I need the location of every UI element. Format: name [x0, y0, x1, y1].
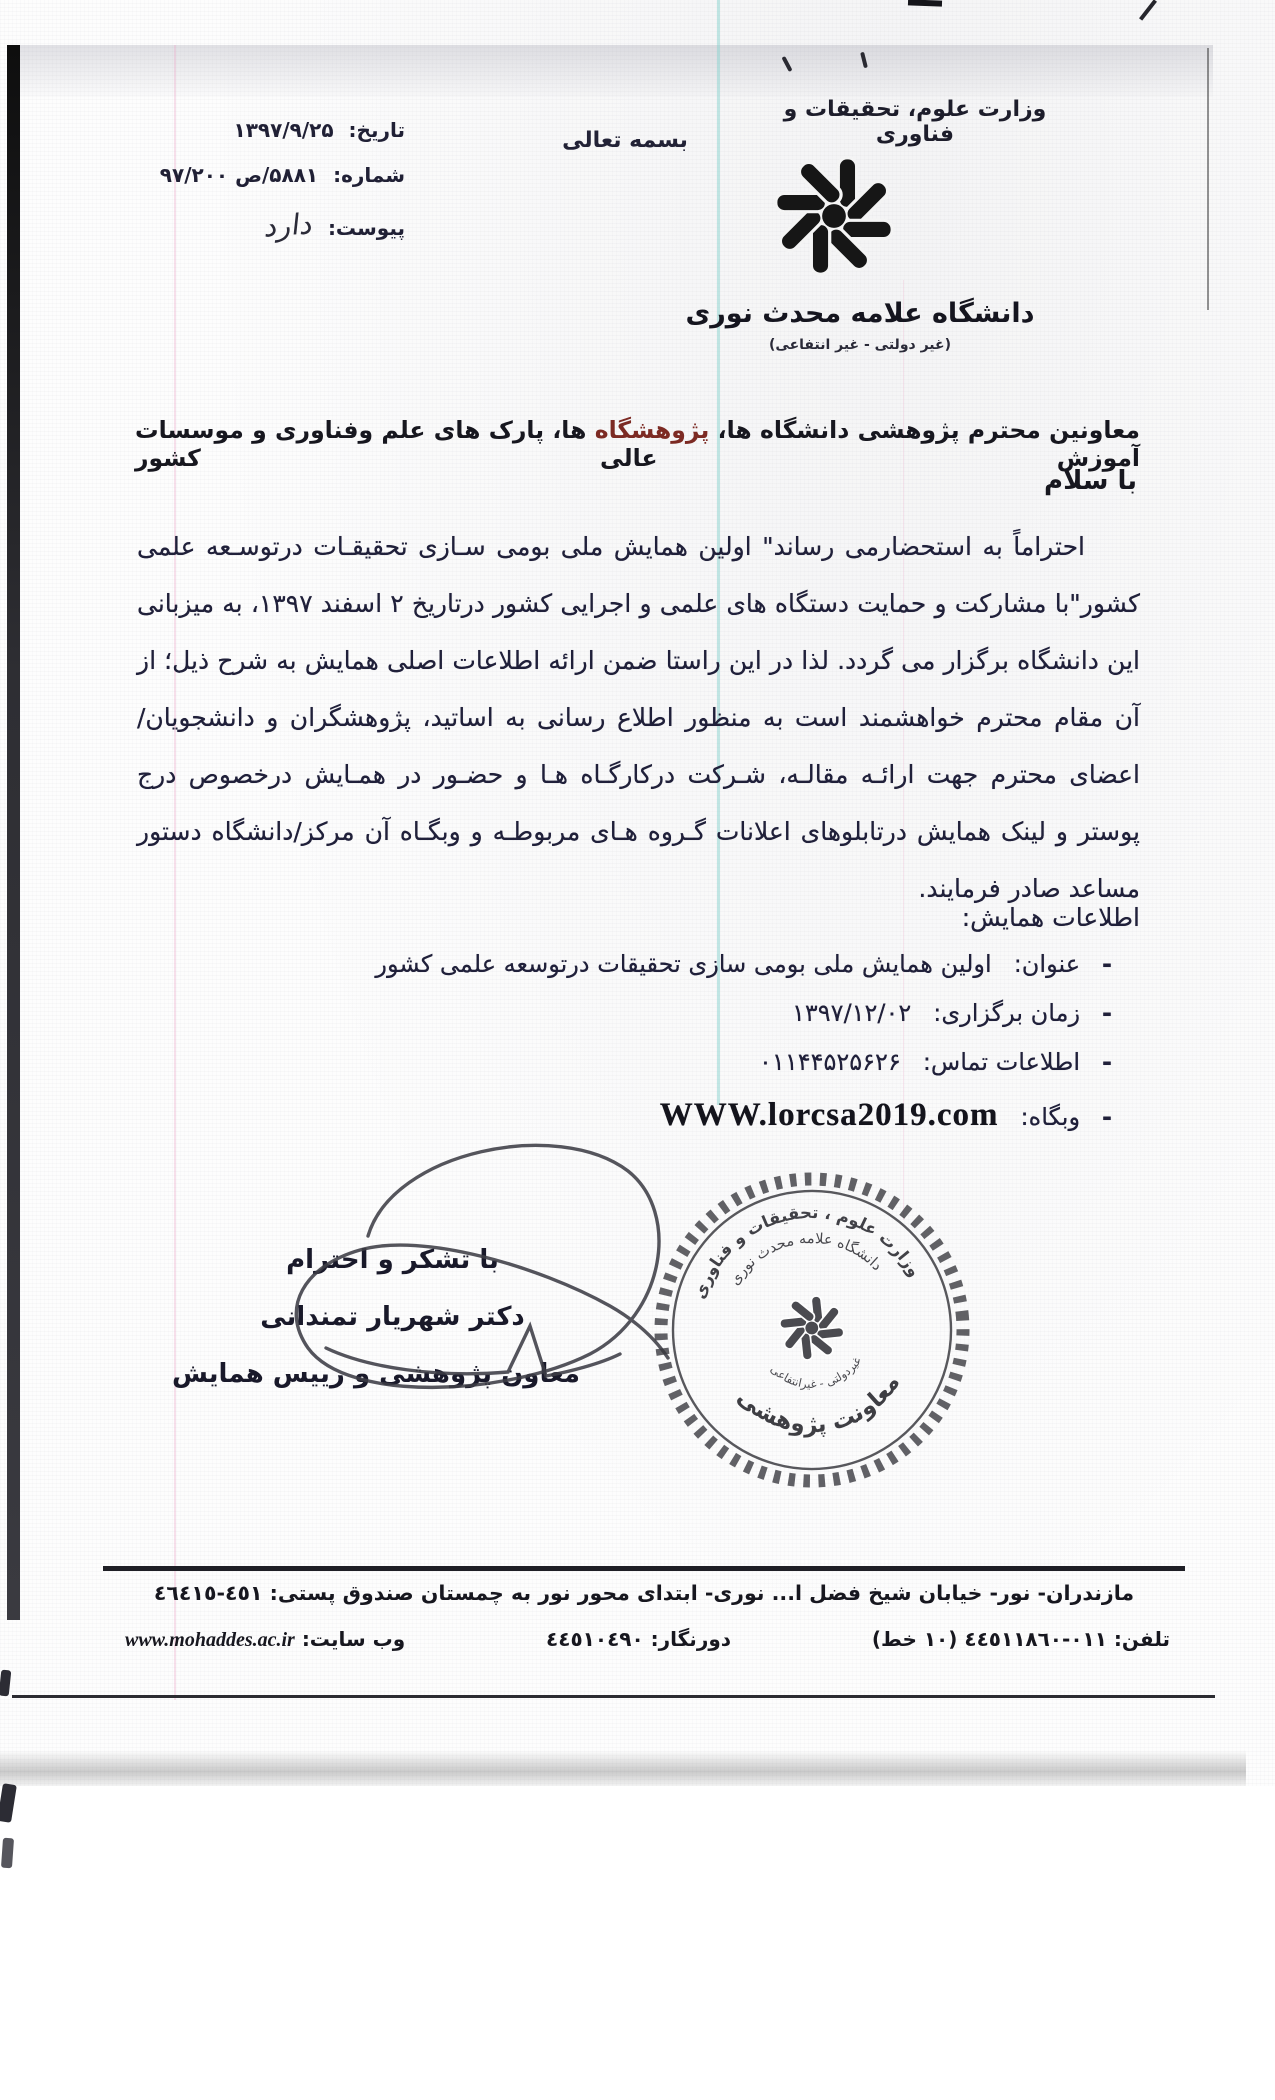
list-item-contact	[375, 1048, 1112, 1076]
scan-scrap-mark	[0, 1670, 11, 1697]
university-emblem-icon	[765, 142, 903, 290]
svg-text:غیردولتی - غیرانتفاعی	[767, 1353, 867, 1396]
scan-left-edge-strip	[7, 45, 20, 1620]
stamp-emblem-icon	[777, 1294, 846, 1363]
footer-fax	[546, 1627, 731, 1651]
signature-thanks: با تشکر و احترام	[286, 1245, 499, 1275]
handwritten-signature-icon	[208, 1116, 678, 1416]
footer-bottom-rule	[12, 1695, 1215, 1698]
scan-corner-tick	[1139, 0, 1157, 21]
fax-label: دورنگار:	[650, 1627, 732, 1651]
ministry-title: وزارت علوم، تحقیقات و فناوری	[783, 97, 1047, 147]
number-row	[140, 163, 405, 187]
scanner-background	[0, 1786, 1275, 2100]
footer-top-rule	[103, 1566, 1185, 1571]
stamp-ring-mid-text: دانشگاه علامه محدث نوری	[726, 1230, 885, 1289]
fax-value: ٤٤٥١٠٤٩٠	[546, 1627, 644, 1651]
page-bottom-shadow	[0, 1750, 1246, 1786]
item-value: ۰۱۱۴۴۵۲۵۶۲۶	[759, 1048, 901, 1076]
conference-url: WWW.lorcsa2019.com	[659, 1097, 999, 1133]
item-label: وبگاه:	[1020, 1103, 1081, 1131]
stamp-ring-small-text: غیردولتی - غیرانتفاعی	[767, 1354, 865, 1392]
bullet-dash: -	[1102, 999, 1112, 1027]
item-value: ۱۳۹۷/۱۲/۰۲	[792, 999, 912, 1027]
number-label: شماره:	[333, 163, 405, 187]
besmeleh-text: بسمه تعالی	[562, 128, 688, 153]
salutation: با سلام	[1044, 466, 1137, 496]
item-label: اطلاعات تماس:	[922, 1048, 1081, 1076]
attachment-label: پیوست:	[327, 216, 405, 240]
scan-scrap-mark	[1, 1838, 14, 1869]
website-url: www.mohaddes.ac.ir	[125, 1629, 295, 1651]
date-row	[140, 118, 405, 142]
phone-value: ٠١١-٤٤٥١١٨٦٠	[964, 1627, 1107, 1651]
item-label: عنوان:	[1013, 950, 1081, 978]
item-label: زمان برگزاری:	[933, 999, 1081, 1027]
website-label: وب سایت:	[301, 1627, 406, 1651]
phone-note: (١٠ خط)	[871, 1627, 958, 1651]
number-value: ۵۸۸۱/ص ۹۷/۲۰۰	[159, 163, 319, 187]
list-item-title	[375, 950, 1112, 978]
round-official-stamp	[625, 1143, 999, 1517]
list-item-date	[375, 999, 1112, 1027]
scan-corner-mark	[908, 0, 942, 7]
bullet-dash: -	[1102, 1103, 1112, 1131]
university-subtitle: (غیر دولتی - غیر انتفاعی)	[769, 337, 951, 353]
info-heading: اطلاعات همایش:	[961, 903, 1140, 932]
addressee-highlight: پژوهشگاه	[594, 416, 710, 444]
letter-body: احتراماً به استحضارمی رساند" اولین همایش ملی بومی سـازی تحقیقـات درتوسـعه علمی کشور"با مشارکت و حمایت دستگاه های علمی و اجرایی کشور درتاریخ ۲ اسفند ۱۳۹۷، به میزبانی این دانشگاه برگزار می گردد. لذا در این راستا ضمن ارائه اطلاعات اصلی همایش به شرح ذیل؛ از آن مقام محترم خواهشمند است به منظور اطلاع رسانی به اساتید، پژوهشگران و دانشجویان/اعضای محترم جهت ارائـه مقالـه، شـرکت درکارگـاه هـا و حضـور در همـایش درخصوص درج پوستر و لینک همایش درتابلوهای اعلانات گـروه هـای مربوطـه و وبگـاه آن مرکز/دانشگاه دستور مساعد صادر فرمایند.	[137, 532, 1140, 903]
stamp-bottom-text: معاونت پژوهشی	[732, 1370, 906, 1439]
date-label: تاریخ:	[348, 118, 405, 142]
attachment-row	[140, 208, 405, 242]
letter-meta-block	[140, 118, 405, 263]
addressee-text: ها، پارک های علم وفناوری و موسسات آموزش عالی کشور	[135, 416, 1140, 472]
item-value: اولین همایش ملی بومی سازی تحقیقات درتوسعه علمی کشور	[375, 950, 992, 978]
footer-address: مازندران- نور- خیابان شیخ فضل ا... نوری- ابتدای محور نور به چمستان صندوق پستی: ٤٥١-٤٦٤١٥	[153, 1581, 1135, 1605]
signature-name: دکتر شهریار تمندانی	[260, 1302, 525, 1332]
addressee-text: معاونین محترم پژوهشی دانشگاه ها،	[709, 416, 1140, 444]
bullet-dash: -	[1102, 950, 1112, 978]
stamp-ring-top-text: وزارت علوم ، تحقیقات و فناوری	[689, 1202, 925, 1302]
bullet-dash: -	[1102, 1048, 1112, 1076]
footer-phone	[872, 1627, 1170, 1651]
footer-website	[125, 1627, 405, 1652]
phone-label: تلفن:	[1113, 1627, 1170, 1651]
signature-title: معاون پژوهشی و رییس همایش	[172, 1359, 580, 1389]
university-name: دانشگاه علامه محدث نوری	[685, 298, 1035, 329]
scan-right-edge-line	[1207, 48, 1209, 310]
attachment-handwritten-value: دارد	[263, 206, 316, 244]
university-block	[640, 298, 1080, 353]
footer-contacts-row	[125, 1627, 1170, 1652]
addressee-line	[135, 416, 1140, 472]
scan-noise-band	[8, 45, 1213, 97]
date-value: ۱۳۹۷/۹/۲۵	[233, 118, 334, 142]
